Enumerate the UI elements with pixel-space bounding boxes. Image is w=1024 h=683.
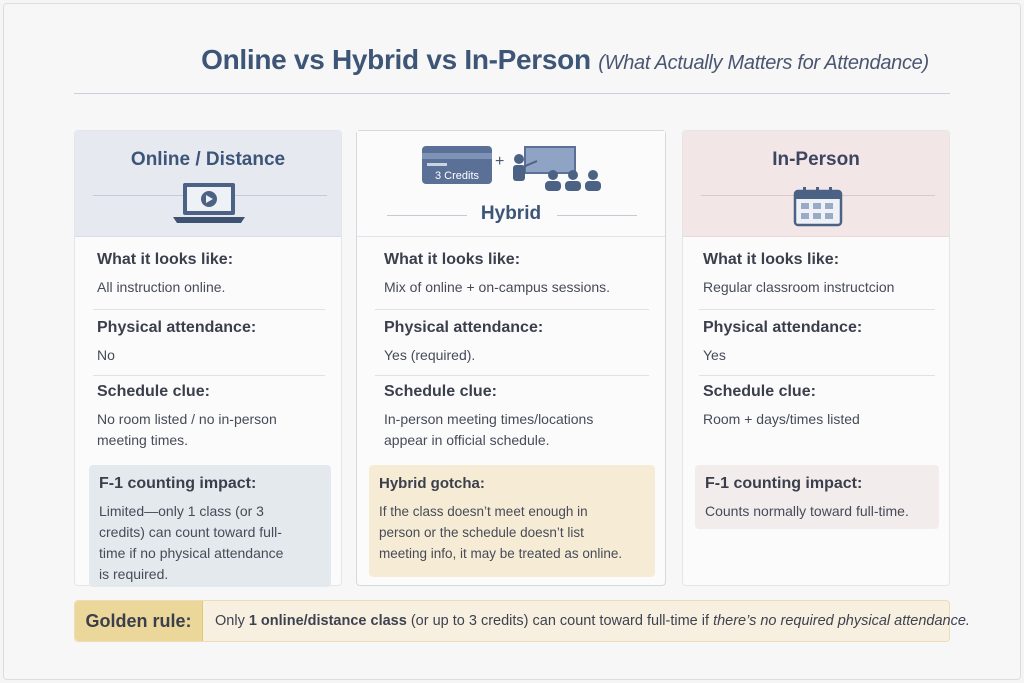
online-schedule-title: Schedule clue: — [97, 383, 210, 400]
hybrid-gotcha-line: person or the schedule doesn’t list — [379, 525, 584, 540]
golden-rule-text-bold: 1 online/distance class — [248, 613, 407, 629]
online-column — [74, 130, 342, 586]
title-divider — [74, 93, 950, 94]
hybrid-plus-sign: + — [495, 153, 505, 170]
hybrid-schedule-text-2: appear in official schedule. — [384, 432, 550, 448]
hybrid-gotcha-line: If the class doesn’t meet enough in — [379, 504, 588, 519]
inperson-column — [682, 130, 950, 586]
laptop-play-icon — [169, 181, 249, 229]
online-divider-2 — [93, 375, 325, 376]
hybrid-looks-title: What it looks like: — [384, 251, 521, 268]
inperson-attendance-text: Yes — [703, 347, 726, 363]
inperson-divider-2 — [699, 375, 935, 376]
inperson-divider-1 — [699, 309, 935, 310]
online-impact-line: is required. — [99, 566, 169, 582]
online-impact-title: F-1 counting impact: — [99, 475, 257, 492]
online-impact-box — [89, 465, 331, 587]
classroom-presentation-icon — [507, 145, 607, 193]
credits-badge-text: 3 Credits — [434, 170, 480, 182]
online-impact-line: credits) can count toward full- — [99, 524, 282, 540]
online-label: Online / Distance — [130, 149, 286, 170]
hybrid-attendance-text: Yes (required). — [384, 347, 476, 363]
golden-rule-banner — [74, 600, 970, 642]
online-impact-line: time if no physical attendance — [99, 545, 284, 561]
inperson-attendance-title: Physical attendance: — [703, 319, 863, 336]
page-title — [0, 44, 1024, 76]
hybrid-column — [356, 130, 666, 586]
credits-card-icon — [421, 145, 493, 185]
inperson-impact-text: Counts normally toward full-time. — [705, 503, 909, 519]
golden-rule-text — [215, 613, 970, 629]
hybrid-divider-2 — [375, 375, 649, 376]
inperson-impact-box — [695, 465, 939, 529]
hybrid-gotcha-line: meeting info, it may be treated as online. — [379, 546, 623, 561]
hybrid-looks-text: Mix of online + on-campus sessions. — [384, 279, 611, 295]
online-attendance-title: Physical attendance: — [97, 319, 257, 336]
golden-rule-text-pre: Only — [215, 613, 249, 629]
online-schedule-text-2: meeting times. — [97, 432, 189, 448]
hybrid-schedule-text-1: In-person meeting times/locations — [384, 411, 594, 427]
hybrid-gotcha-title: Hybrid gotcha: — [379, 475, 485, 492]
inperson-label: In-Person — [772, 149, 860, 170]
hybrid-divider-1 — [375, 309, 649, 310]
golden-rule-text-italic: there’s no required physical attendance. — [713, 613, 970, 629]
golden-rule-tag: Golden rule: — [75, 601, 203, 641]
online-schedule-text-1: No room listed / no in-person — [97, 411, 277, 427]
inperson-header — [683, 131, 949, 237]
inperson-impact-title: F-1 counting impact: — [705, 475, 863, 492]
online-attendance-text: No — [97, 347, 115, 363]
inperson-looks-title: What it looks like: — [703, 251, 840, 268]
hybrid-schedule-title: Schedule clue: — [384, 383, 497, 400]
online-divider-1 — [93, 309, 325, 310]
title-subtitle: (What Actually Matters for Attendance) — [598, 52, 929, 74]
inperson-schedule-title: Schedule clue: — [703, 383, 816, 400]
hybrid-label: Hybrid — [480, 203, 542, 224]
title-main: Online vs Hybrid vs In-Person — [201, 44, 591, 75]
hybrid-attendance-title: Physical attendance: — [384, 319, 544, 336]
online-header — [75, 131, 341, 237]
online-impact-line: Limited—only 1 class (or 3 — [99, 503, 264, 519]
inperson-schedule-text: Room + days/times listed — [703, 411, 860, 427]
hybrid-gotcha-box — [369, 465, 655, 577]
golden-rule-text-mid: (or up to 3 credits) can count toward full-time if — [406, 613, 714, 629]
online-looks-text: All instruction online. — [97, 279, 226, 295]
inperson-looks-text: Regular classroom instructcion — [703, 279, 895, 295]
hybrid-header — [357, 131, 665, 237]
calendar-icon — [793, 187, 843, 227]
online-looks-title: What it looks like: — [97, 251, 234, 268]
